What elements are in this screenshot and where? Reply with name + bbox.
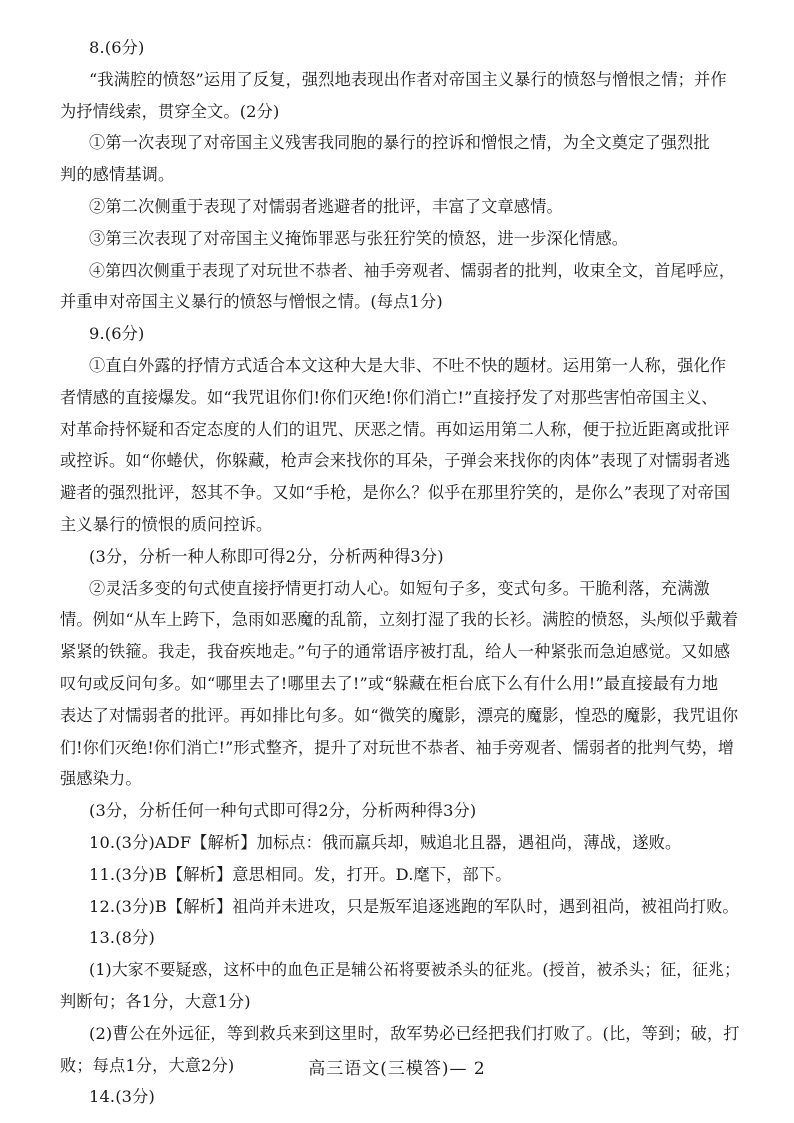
text-line: 主义暴行的愤恨的质问控诉。 xyxy=(60,514,273,534)
text-line: 9.(6分) xyxy=(89,324,145,344)
text-line: 14.(3分) xyxy=(89,1087,155,1107)
text-line: 或控诉。如“你蜷伏，你躲藏，枪声会来找你的耳朵，子弹会来找你的肉体”表现了对懦弱者逃 xyxy=(60,451,731,471)
text-line: (3分，分析任何一种句式即可得2分，分析两种得3分) xyxy=(89,801,477,821)
text-line: ④第四次侧重于表现了对玩世不恭者、袖手旁观者、懦弱者的批判，收束全文，首尾呼应， xyxy=(89,260,736,280)
text-line: ②第二次侧重于表现了对懦弱者逃避者的批评，丰富了文章感情。 xyxy=(89,196,563,216)
text-line: (1)大家不要疑惑，这杯中的血色正是辅公祏将要被杀头的征兆。(授首，被杀头；征，征兆； xyxy=(89,960,741,980)
text-line: “我满腔的愤怒”运用了反复，强烈地表现出作者对帝国主义暴行的愤怒与憎恨之情；并作 xyxy=(89,69,727,89)
text-line: 者情感的直接爆发。如“我咒诅你们!你们灭绝!你们消亡!”直接抒发了对那些害怕帝国主义、 xyxy=(60,387,718,407)
text-line: (2)曹公在外远征，等到救兵来到这里时，敌军势必已经把我们打败了。(比，等到；破，打 xyxy=(89,1023,740,1043)
text-line: 败；每点1分，大意2分) xyxy=(60,1055,235,1075)
text-line: ②灵活多变的句式使直接抒情更打动人心。如短句子多，变式句多。干脆利落，充满激 xyxy=(89,578,710,598)
page-footer: 高三语文(三模答)— 2 xyxy=(308,1059,486,1079)
text-line: 叹句或反问句多。如“哪里去了!哪里去了!”或“躲藏在柜台底下么有什么用!”最直接最有力地 xyxy=(60,673,719,693)
text-line: 8.(6分) xyxy=(89,38,145,57)
text-line: ①直白外露的抒情方式适合本文这种大是大非、不吐不快的题材。运用第一人称，强化作 xyxy=(89,355,727,375)
text-line: 表达了对懦弱者的批评。再如排比句多。如“微笑的魔影，漂亮的魔影，惶恐的魔影，我咒诅你 xyxy=(60,705,739,725)
text-line: 避者的强烈批评，怒其不争。又如“手枪，是你么？似乎在那里狞笑的，是你么”表现了对帝国 xyxy=(60,483,731,503)
text-line: 强感染力。 xyxy=(60,769,142,789)
text-line: 紧紧的铁箍。我走，我奋疾地走。”句子的通常语序被打乱，给人一种紧张而急迫感觉。又如感 xyxy=(60,642,731,662)
text-line: 为抒情线索，贯穿全文。(2分) xyxy=(60,101,280,121)
text-line: 判断句；各1分，大意1分) xyxy=(60,991,251,1011)
text-line: 11.(3分)B【解析】意思相同。发，打开。D.麾下，部下。 xyxy=(89,864,512,884)
text-line: ③第三次表现了对帝国主义掩饰罪恶与张狂狞笑的愤怒，进一步深化情感。 xyxy=(89,228,629,248)
text-line: 对革命持怀疑和否定态度的人们的诅咒、厌恶之情。再如运用第二人称，便于拉近距离或批评 xyxy=(60,419,730,439)
text-line: (3分，分析一种人称即可得2分，分析两种得3分) xyxy=(89,546,444,566)
text-line: 情。例如“从车上跨下，急雨如恶魔的乱箭，立刻打湿了我的长衫。满腔的愤怒，头颅似乎戴着 xyxy=(60,610,739,630)
text-line: 10.(3分)ADF【解析】加标点：俄而羸兵却，贼追北且器，遇祖尚，薄战，遂败。 xyxy=(89,832,682,852)
text-line: 们!你们灭绝!你们消亡!”形式整齐，提升了对玩世不恭者、袖手旁观者、懦弱者的批判气势，增 xyxy=(60,737,735,757)
answer-text-body xyxy=(60,32,740,1113)
text-line: 13.(8分) xyxy=(89,928,155,948)
text-line: 判的感情基调。 xyxy=(60,165,175,185)
text-line: ①第一次表现了对帝国主义残害我同胞的暴行的控诉和憎恨之情，为全文奠定了强烈批 xyxy=(89,133,710,153)
text-line: 并重申对帝国主义暴行的愤怒与憎恨之情。(每点1分) xyxy=(60,292,443,312)
text-line: 12.(3分)B【解析】祖尚并未进攻，只是叛军追逐逃跑的军队时，遇到祖尚，被祖尚打败。 xyxy=(89,896,739,916)
